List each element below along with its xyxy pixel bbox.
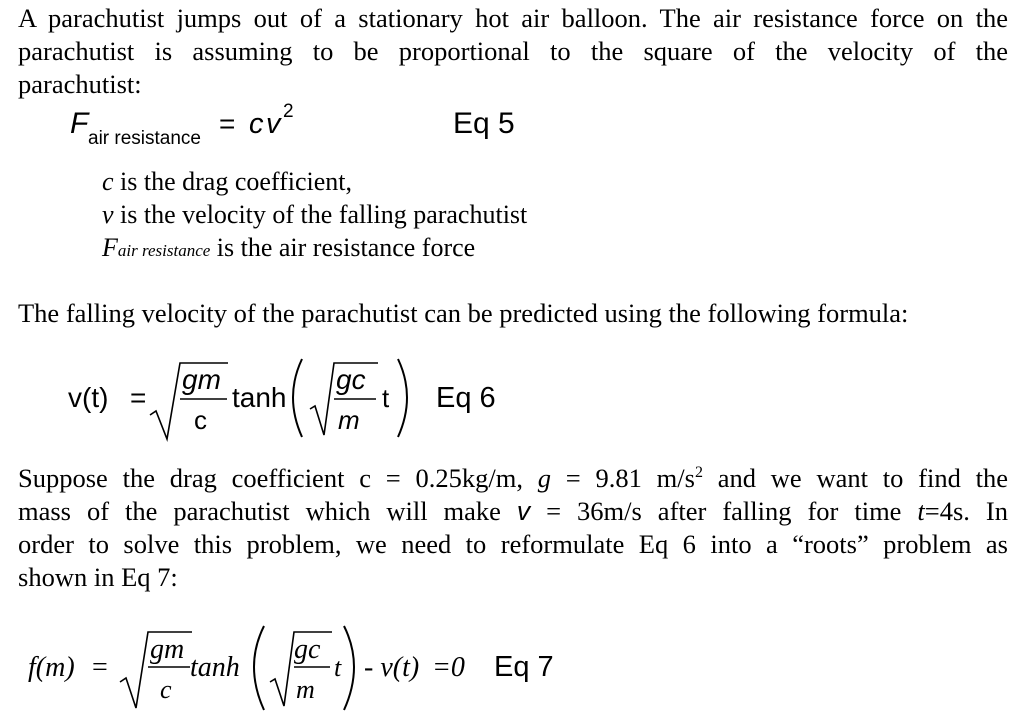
eq6-den2: m — [338, 405, 360, 435]
eq5-subscript: air resistance — [88, 128, 201, 149]
intro-line-3: parachutist: — [18, 69, 142, 99]
eq6-right-paren — [398, 359, 407, 437]
eq7-equals: = — [92, 652, 108, 683]
eq7-num1: gm — [150, 634, 185, 665]
problem-paragraph — [18, 462, 1008, 594]
eq7-num2: gc — [294, 634, 321, 665]
intro-line-2: parachutist is assuming to be proportional to the square of the velocity of the — [18, 36, 1008, 66]
eq5-v: v — [266, 108, 281, 140]
problem-line-4: shown in Eq 7: — [18, 562, 178, 592]
eq7-lhs: f(m) — [28, 652, 75, 683]
equation-7 — [0, 610, 600, 714]
eq7-eq-zero: =0 — [432, 652, 465, 683]
velocity-intro: The falling velocity of the parachutist can be predicted using the following formula: — [18, 298, 909, 328]
eq6-den1: c — [194, 405, 207, 435]
eq5-equals: = — [219, 108, 236, 139]
problem-line-3: order to solve this problem, we need to reformulate Eq 6 into a “roots” problem as — [18, 529, 1008, 559]
eq7-label: Eq 7 — [494, 651, 554, 683]
problem-line-2: mass of the parachutist which will make v = 36m/s after falling for time t=4s. In — [18, 496, 1008, 526]
eq7-t: t — [334, 653, 342, 682]
intro-paragraph — [18, 2, 1008, 101]
equation-6 — [0, 345, 560, 445]
eq6-num1: gm — [182, 364, 221, 395]
eq5-label: Eq 5 — [453, 107, 515, 140]
eq6-label: Eq 6 — [436, 382, 496, 414]
eq6-left-paren — [293, 359, 302, 437]
eq7-minus-v: - v(t) — [364, 652, 420, 683]
definitions-list — [102, 165, 527, 267]
problem-line-1: Suppose the drag coefficient c = 0.25kg/m, g = 9.81 $m/s^2$ and we want to find the — [18, 463, 1009, 493]
eq5-F: F — [70, 107, 89, 140]
eq7-den2: m — [296, 675, 315, 704]
eq5-c: c — [249, 108, 264, 140]
intro-line-1: A parachutist jumps out of a stationary hot air balloon. The air resistance force on the — [18, 3, 1008, 33]
eq6-equals: = — [130, 382, 147, 413]
eq7-right-paren — [344, 626, 354, 710]
eq7-den1: c — [160, 675, 172, 704]
eq7-tanh: tanh — [190, 652, 240, 683]
eq6-lhs: v(t) — [68, 382, 109, 413]
definition-c: c is the drag coefficient, — [102, 167, 353, 196]
definition-F: Fair resistance is the air resistance force — [102, 233, 476, 262]
definition-v: v is the velocity of the falling parachutist — [102, 200, 528, 229]
eq6-num2: gc — [336, 364, 366, 395]
eq5-exponent: 2 — [283, 101, 294, 122]
eq6-t: t — [382, 383, 390, 413]
eq6-tanh: tanh — [232, 382, 287, 413]
eq7-left-paren — [254, 626, 264, 710]
